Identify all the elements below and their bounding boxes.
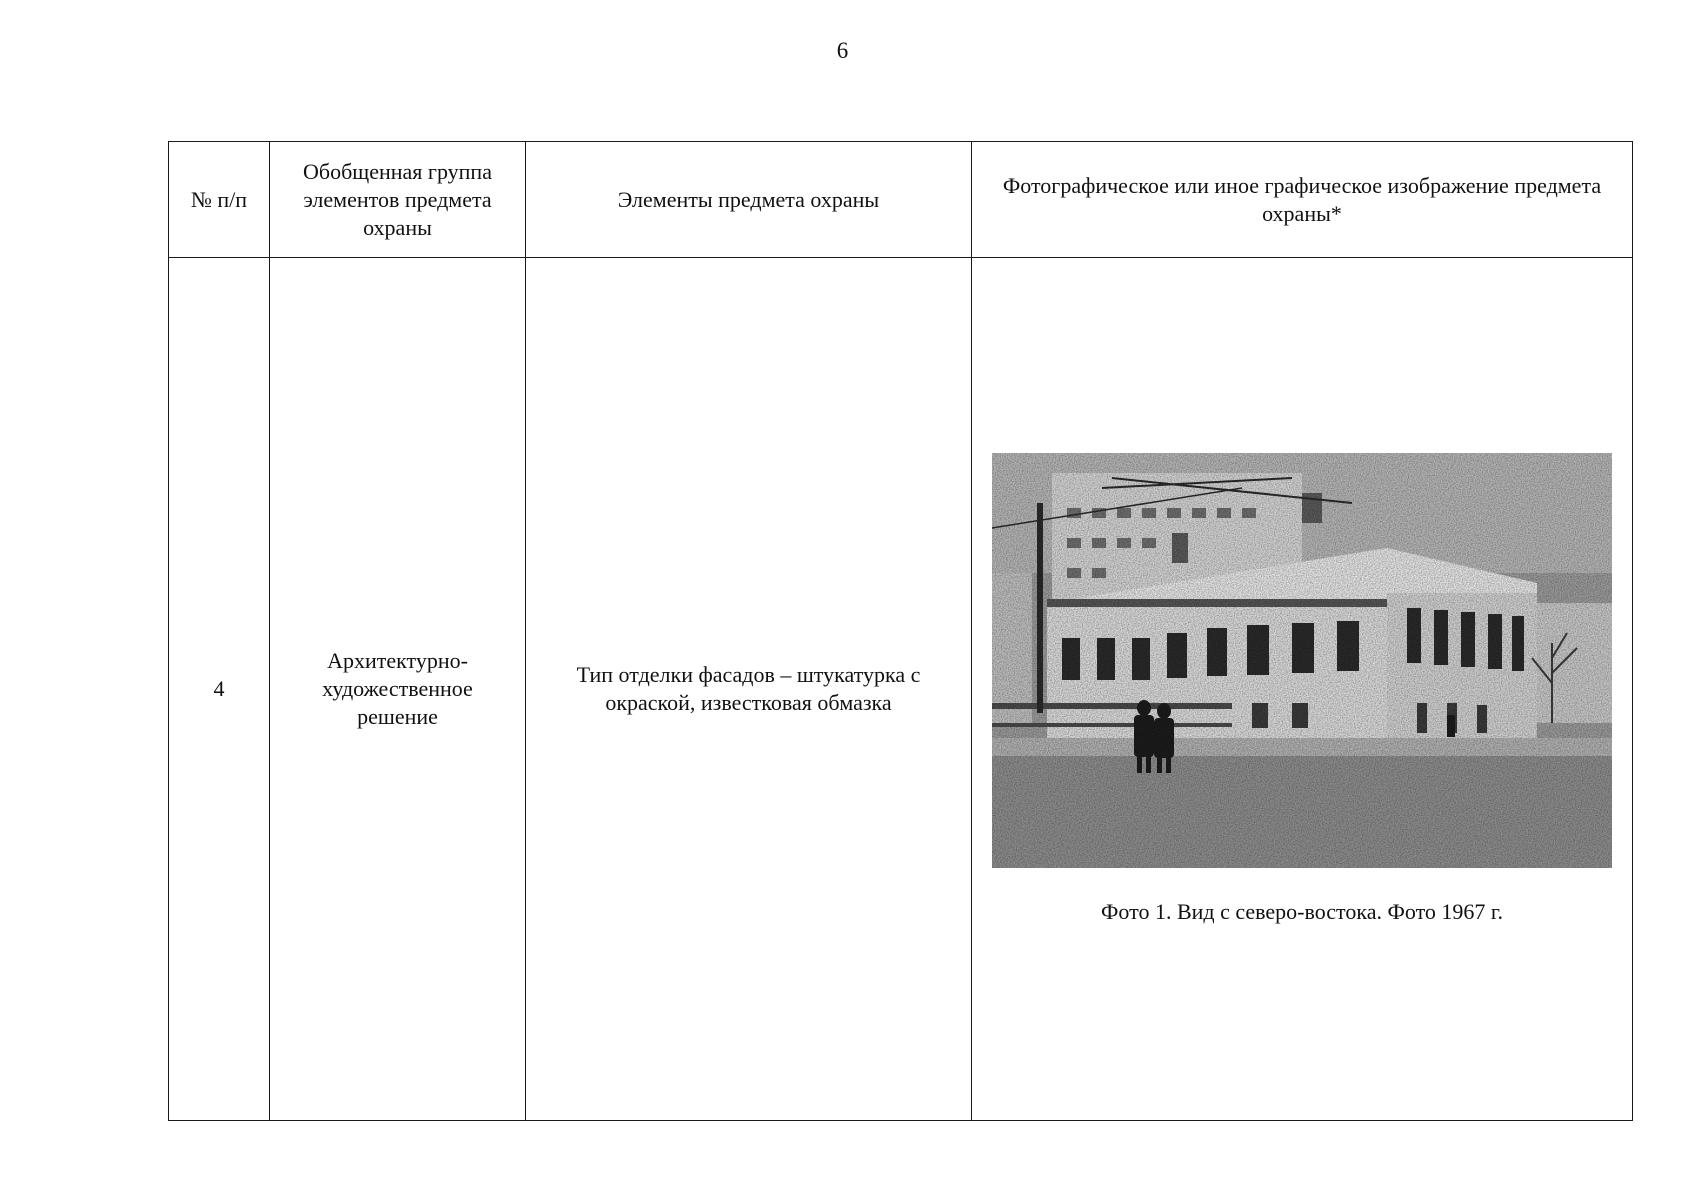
page-number: 6 (836, 38, 849, 63)
header-elements: Элементы предмета охраны (526, 142, 972, 258)
row-elements: Тип отделки фасадов – штукатурка с окраской, известковая обмазка (526, 258, 972, 1121)
protection-subject-table (168, 141, 1633, 1121)
header-image: Фотографическое или иное графическое изображение предмета охраны* (972, 142, 1633, 258)
photo-block (992, 453, 1612, 926)
building-photo (992, 453, 1612, 868)
row-image-cell (972, 258, 1633, 1121)
table-row (169, 258, 1633, 1121)
header-num: № п/п (169, 142, 270, 258)
row-group: Архитектурно-художественное решение (270, 258, 526, 1121)
table-header-row (169, 142, 1633, 258)
photo-caption: Фото 1. Вид с северо-востока. Фото 1967 г. (1101, 898, 1503, 924)
row-num: 4 (169, 258, 270, 1121)
header-group: Обобщенная группа элементов предмета охраны (270, 142, 526, 258)
